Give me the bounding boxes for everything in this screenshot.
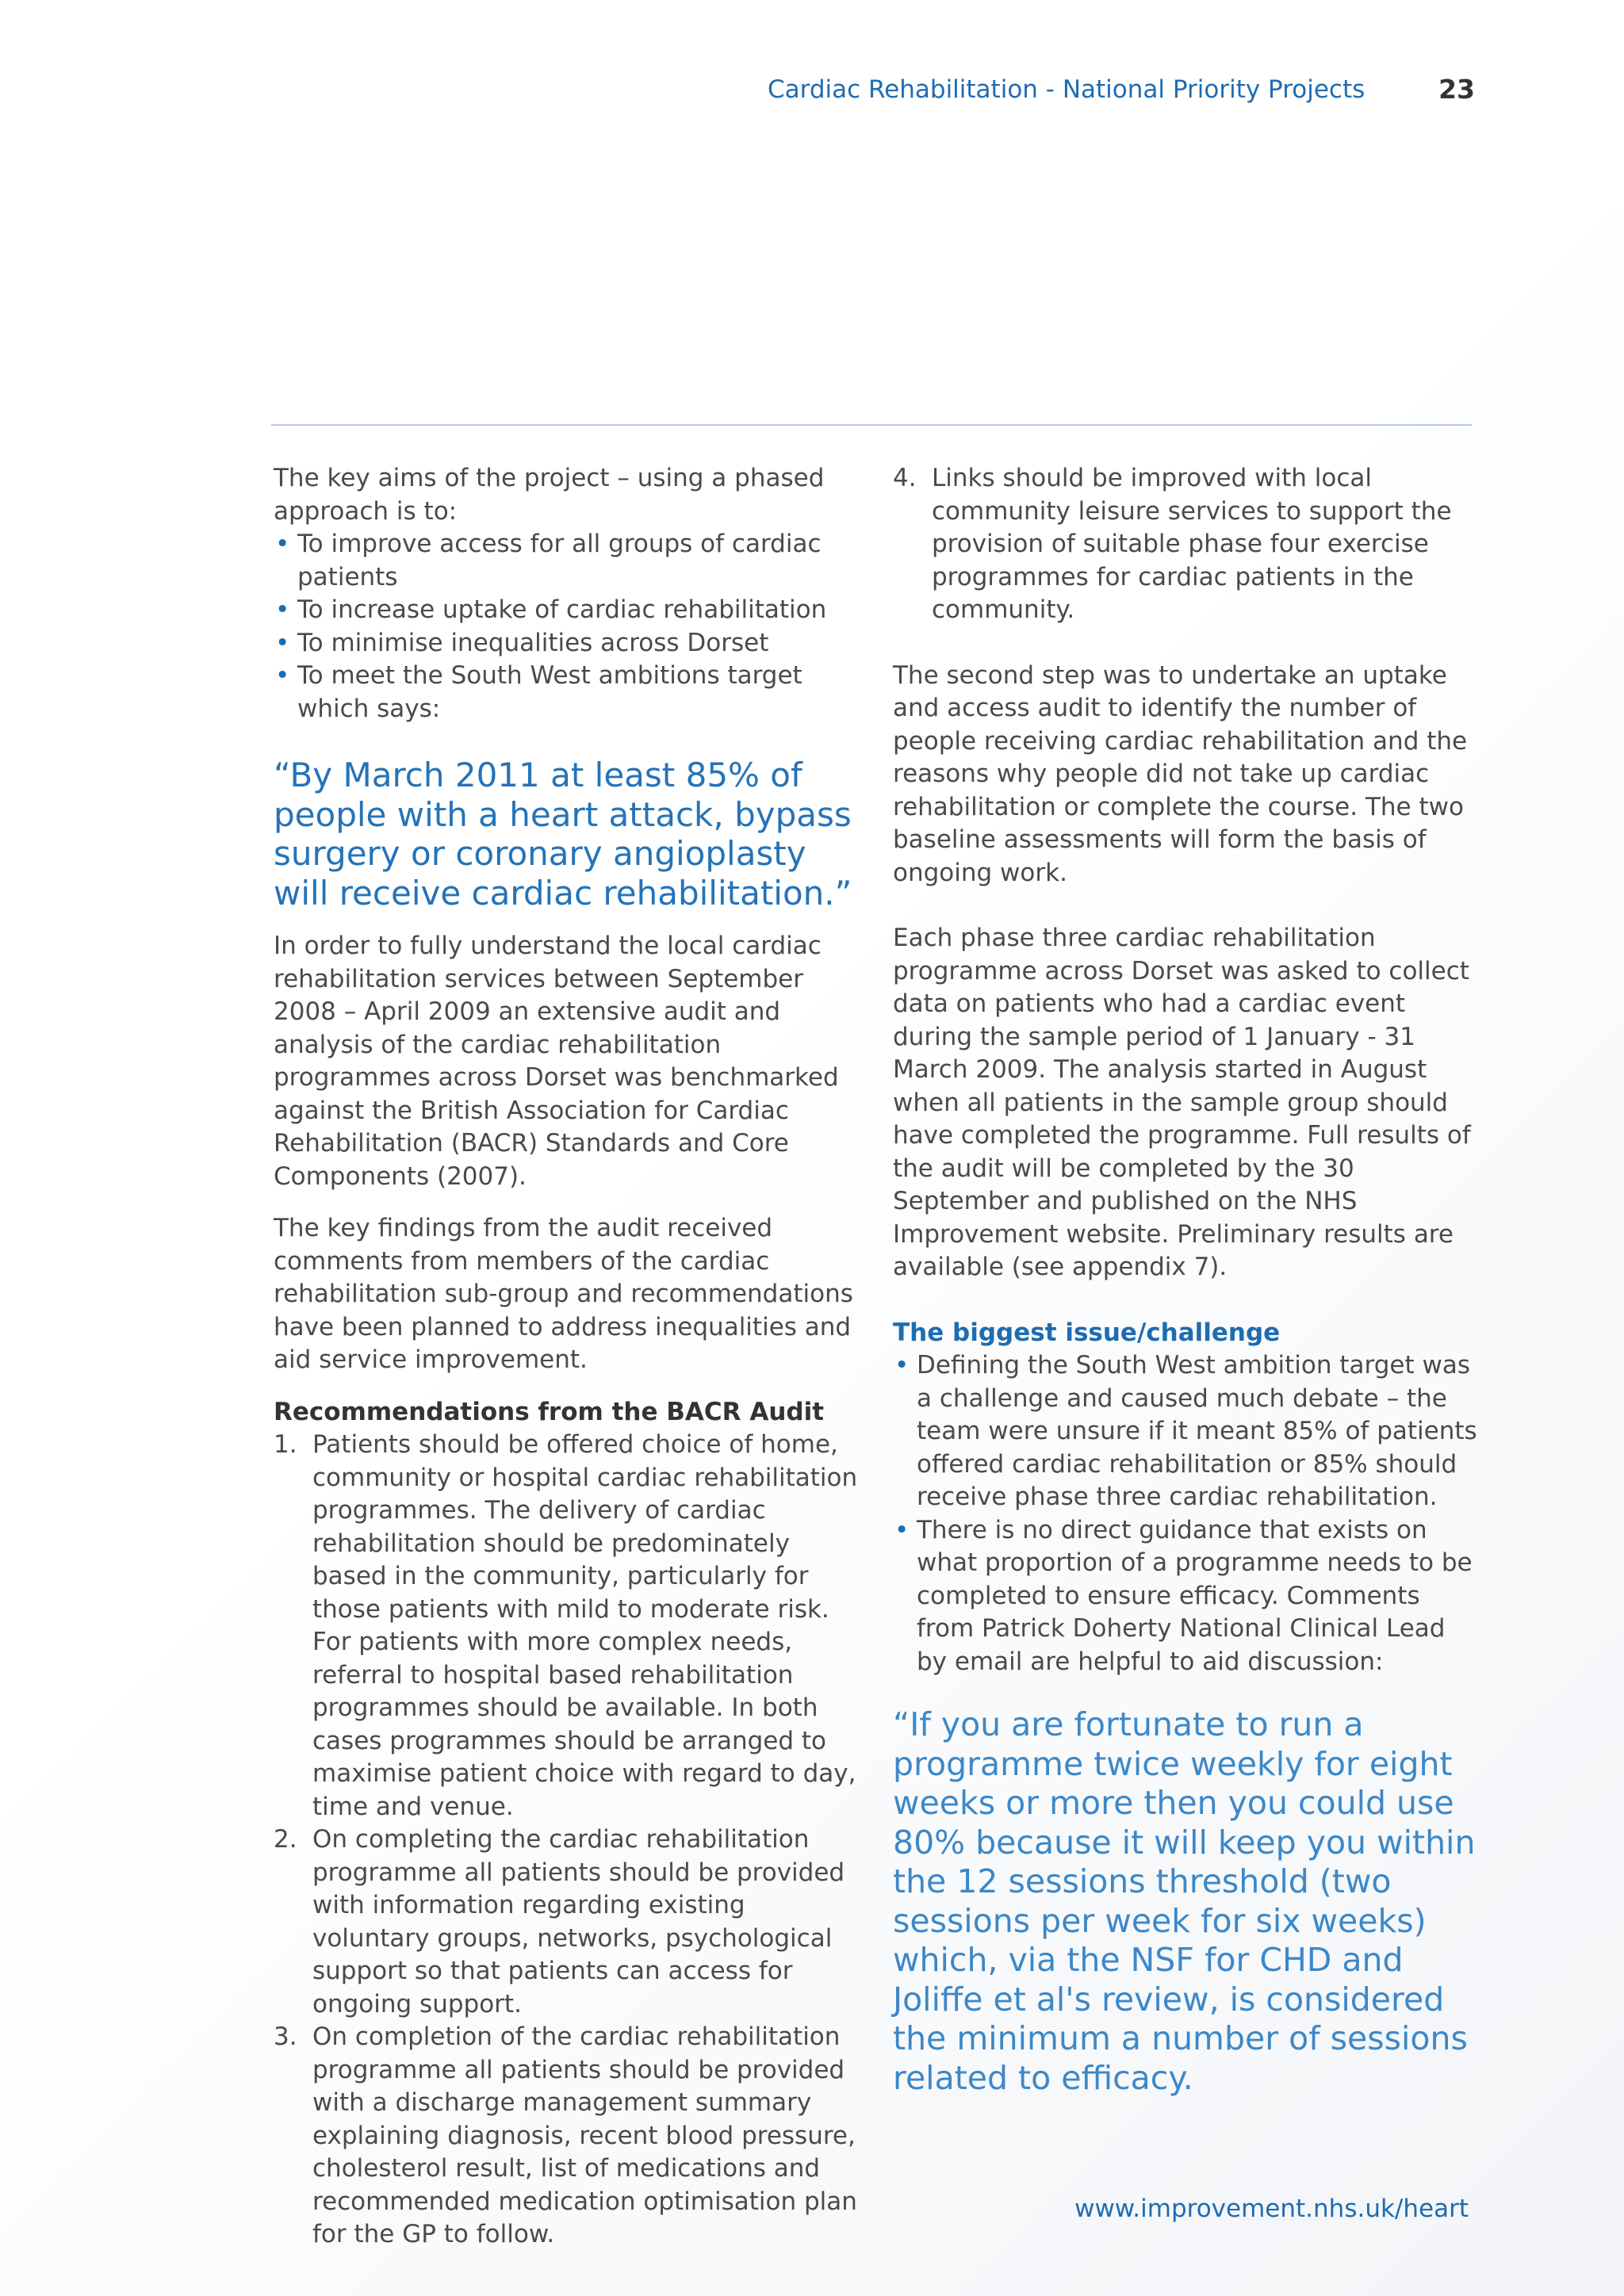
clinical-lead-quote: “If you are fortunate to run a programme twice weekly for eight weeks or more then you could use 80% because it will keep you within the 12 sessions threshold (two sessions per week for six weeks) which, via the NSF for CHD and Joliffe et al's review, is considered the minimum a number of sessions related to efficacy. (893, 1705, 1476, 2097)
intro-text: The key aims of the project – using a phased approach is to: (274, 464, 825, 526)
issues-list (893, 1349, 1480, 1678)
list-item (893, 462, 1480, 627)
recommendations-list-continued (893, 462, 1480, 627)
list-item: • To meet the South West ambitions target which says: (274, 660, 860, 725)
target-quote: “By March 2011 at least 85% of people with a heart attack, bypass surgery or coronary angioplasty will receive cardiac rehabilitation.” (274, 756, 852, 913)
recommendations-list (274, 1429, 860, 2252)
recommendations-heading: Recommendations from the BACR Audit (274, 1397, 825, 1426)
list-item: • Defining the South West ambition target was a challenge and caused much debate – the team were unsure if it meant 85% of patients offered cardiac rehabilitation or 85% should receive phase three cardiac rehabilitation. (893, 1349, 1480, 1514)
page-header (761, 75, 1475, 107)
header-divider (271, 424, 1472, 426)
list-number: 3. (274, 2022, 297, 2051)
list-item (274, 2021, 860, 2252)
list-number: 1. (274, 1430, 297, 1459)
footer-url[interactable]: www.improvement.nhs.uk/heart (1074, 2195, 1469, 2223)
list-item-text: Links should be improved with local community leisure services to support the provision of suitable phase four exercise programmes for cardiac patients in the community. (932, 464, 1452, 624)
list-item-text: On completing the cardiac rehabilitation programme all patients should be provided with information regarding existing voluntary groups, networks, psychological support so that patients can access for ongoing support. (312, 1825, 845, 2019)
list-item: • To increase uptake of cardiac rehabilitation (274, 594, 860, 627)
left-column (274, 462, 860, 2252)
list-item: • To improve access for all groups of cardiac patients (274, 528, 860, 594)
issue-heading: The biggest issue/challenge (893, 1318, 1281, 1347)
audit-paragraph: In order to fully understand the local cardiac rehabilitation services between September 2008 – April 2009 an extensive audit and analysis of the cardiac rehabilitation programmes across Dorset was benchmarked against the British Association for Cardiac Rehabilitation (BACR) Standards and Core Components (2007). (274, 932, 839, 1191)
findings-paragraph: The key findings from the audit received comments from members of the cardiac rehabilitation sub-group and recommendations have been planned to address inequalities and aid service improvement. (274, 1214, 853, 1374)
list-item: • To minimise inequalities across Dorset (274, 627, 860, 660)
list-item (274, 1429, 860, 1823)
list-item-text: On completion of the cardiac rehabilitation programme all patients should be provided with a discharge management summary explaining diagnosis, recent blood pressure, cholesterol result, list of medications and recommended medication optimisation plan for the GP to follow. (312, 2022, 857, 2248)
right-column (893, 462, 1480, 2098)
list-item (274, 1823, 860, 2021)
data-collection-paragraph: Each phase three cardiac rehabilitation programme across Dorset was asked to collect data on patients who had a cardiac event during the sample period of 1 January - 31 March 2009. The analysis started in August when all patients in the sample group should have completed the programme. Full results of the audit will be completed by the 30 September and published on the NHS Improvement website. Preliminary results are available (see appendix 7). (893, 924, 1471, 1281)
list-number: 4. (893, 464, 917, 492)
page-number: 23 (1438, 74, 1475, 105)
list-item: • There is no direct guidance that exists on what proportion of a programme needs to be completed to ensure efficacy. Comments from Patrick Doherty National Clinical Lead by email are helpful to aid discussion: (893, 1514, 1480, 1679)
header-title: Cardiac Rehabilitation - National Priority Projects (768, 75, 1365, 104)
list-item-text: Patients should be offered choice of home, community or hospital cardiac rehabilitation programmes. The delivery of cardiac rehabilitation should be predominately based in the community, particularly for those patients with mild to moderate risk. For patients with more complex needs, referral to hospital based rehabilitation programmes should be available. In both cases programmes should be arranged to maximise patient choice with regard to day, time and venue. (312, 1430, 858, 1821)
list-number: 2. (274, 1825, 297, 1854)
uptake-paragraph: The second step was to undertake an uptake and access audit to identify the number of people receiving cardiac rehabilitation and the reasons why people did not take up cardiac rehabilitation or complete the course. The two baseline assessments will form the basis of ongoing work. (893, 660, 1468, 887)
aims-list (274, 528, 860, 725)
